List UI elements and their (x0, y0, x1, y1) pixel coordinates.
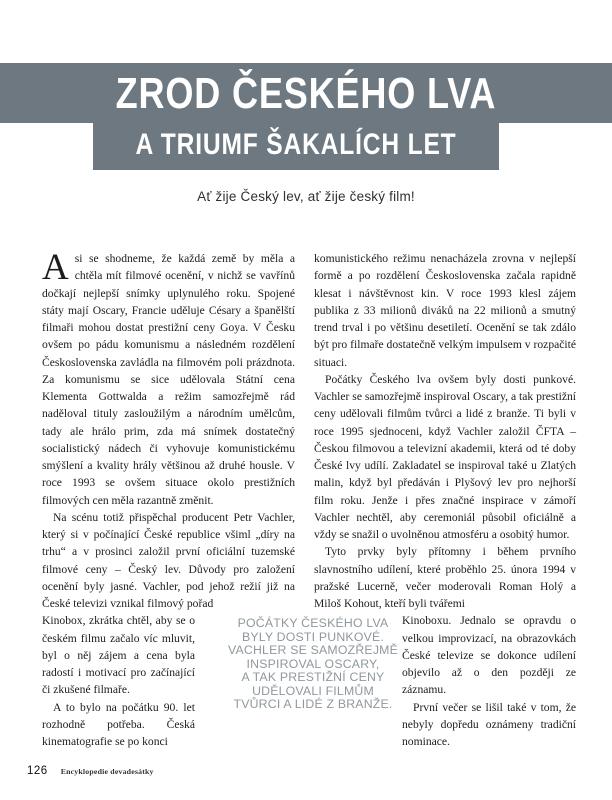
paragraph-lead-text: si se shodneme, že každá země by měla a chtěla mít filmové ocenění, v nichž se vavřínů dočkají nejlepší snímky uplynulého roku. Spojené státy mají Oscary, Francie uděluje Césary a španělští filmaři mohou dostat prestižní ceny Goya. V Česku ovšem po pádu komunismu a následném rozdělení Československa zavládla na filmovém poli prázdnota. Za komunismu se sice udělovala Státní cena Klementa Gottwalda a režim samozřejmě rád naděloval tituly zasloužilým a národním umělcům, tady ale hrálo prim, zda má snímek dostatečný socialistický nádech či vyhovuje komunistickému smýšlení a kvality hrály většinou až druhé housle. V roce 1993 se ovšem situace okolo prestižních filmových cen měla razantně změnit. (42, 252, 295, 507)
paragraph: komunistického režimu nenacházela zrovna v nejlepší formě a po rozdělení Československa začala rapidně klesat i návštěvnost kin. V roce 1993 klesl zájem publika z 33 milionů diváků na 22 milionů a smutný trend trval i po většinu desetiletí. Ocenění se tak zdálo být pro filmaře dostatečně velkým impulsem v rozpačité situaci. (314, 252, 576, 369)
pull-quote-line: INSPIROVAL OSCARY, (246, 656, 380, 671)
pull-quote-line: A TAK PRESTIŽNÍ CENY (241, 670, 385, 684)
article-subtitle: Ať žije Český lev, ať žije český film! (197, 189, 415, 204)
title-banner-narrow (93, 123, 499, 170)
drop-cap: A (42, 247, 69, 288)
paragraph: Kinoboxu. Jednalo se opravdu o velkou improvizací, na obrazovkách České televize se dokonce udílení objevilo až o den později ze záznamu. (402, 614, 576, 697)
pull-quote (228, 617, 398, 712)
paragraph: A to bylo na počátku 90. let rozhodně potřeba. Česká kinematografie se po konci (42, 700, 195, 748)
article-title-line-2: A TRIUMF ŠAKALÍCH LET (135, 128, 457, 161)
pull-quote-line: TVŮRCI A LIDÉ Z BRANŽE. (233, 697, 393, 711)
paragraph: Tyto prvky byly přítomny i během prvního slavnostního udílení, které proběhlo 25. února 1994 v pražské Lucerně, večer moderovali Roman Holý a Miloš Kohout, kteří byli tvářemi (314, 545, 576, 610)
page-footer (27, 761, 154, 779)
paragraph: Kinobox, zkrátka chtěl, aby se o českém filmu začalo víc mluvit, byl o něj zájem a cena byla radostí i motivací pro začínající či zkušené filmaře. (42, 614, 195, 697)
title-banner-wide (0, 63, 612, 123)
article-title-line-1: ZROD ČESKÉHO LVA (115, 69, 497, 118)
pull-quote-line: BYLY DOSTI PUNKOVÉ. (241, 629, 385, 644)
pull-quote-line: VACHLER SE SAMOZŘEJMĚ (228, 643, 399, 657)
paragraph: První večer se lišil také v tom, že nebyly dopředu oznámeny tradiční nominace. (402, 700, 576, 748)
paragraph-lead (42, 247, 295, 509)
page-number: 126 (27, 765, 48, 777)
body-column-left-narrow (42, 612, 195, 750)
book-title: Encyklopedie devadesátky (60, 767, 154, 776)
body-column-right-narrow (402, 612, 576, 750)
paragraph: Na scénu totiž přispěchal producent Petr Vachler, který si v počínající České republice všiml „díry na trhu“ a v prosinci založil první oficiální tuzemské filmové ceny – Český lev. Důvody pro založení ocenění byly jasné. Vachler, pod jehož režií již na České televizi vznikal filmový pořad (42, 510, 295, 610)
pull-quote-line: UDĚLOVALI FILMŮM (252, 683, 374, 698)
pull-quote-line: POČÁTKY ČESKÉHO LVA (237, 616, 389, 630)
paragraph: Počátky Českého lva ovšem byly dosti punkové. Vachler se samozřejmě inspiroval Oscary, a tak prestižní ceny udělovali filmům tvůrci a lidé z branže. Ti byli v roce 1995 sjednoceni, když Vachler založil ČFTA – Českou filmovou a televizní akademii, která od té doby České lvy udílí. Zakladatel se inspiroval také u Zlatých malin, když byl předáván i Plyšový lev pro nejhorší film roku. Jenže i přes značné inspirace v zámoří Vachler nechtěl, aby ceremoniál působil oficiálně a vždy se snažil o uvolněnou atmosféru a osobitý humor. (314, 372, 576, 541)
